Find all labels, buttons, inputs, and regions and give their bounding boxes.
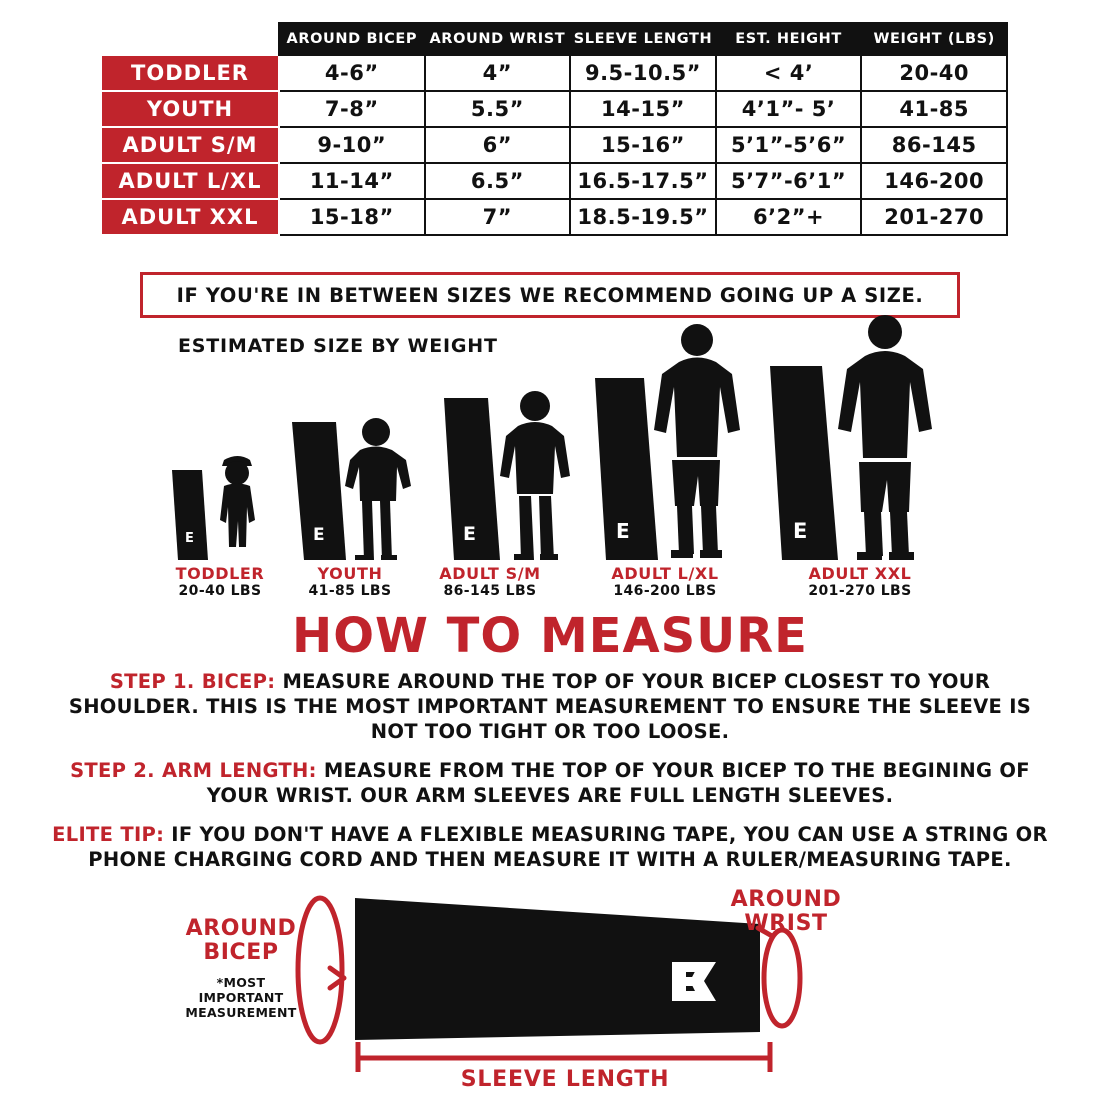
cell-adult-lxl-bicep: 11-14” bbox=[279, 163, 425, 199]
silhouette-label-youth bbox=[275, 565, 425, 599]
step-arm-length bbox=[45, 759, 1055, 809]
cell-youth-wrist: 5.5” bbox=[425, 91, 571, 127]
silhouette-label-adult-sm bbox=[405, 565, 575, 599]
column-header-sleeve-length: SLEEVE LENGTH bbox=[570, 23, 716, 55]
step-elite-tip bbox=[45, 823, 1055, 873]
cell-adult-lxl-sleeve: 16.5-17.5” bbox=[570, 163, 716, 199]
silhouette-label-toddler bbox=[150, 565, 290, 599]
row-header-adult-lxl: ADULT L/XL bbox=[101, 163, 279, 199]
row-header-toddler: TODDLER bbox=[101, 55, 279, 91]
cell-adult-lxl-wrist: 6.5” bbox=[425, 163, 571, 199]
table-corner-cell bbox=[101, 23, 279, 55]
row-header-youth: YOUTH bbox=[101, 91, 279, 127]
wrist-measure-ellipse bbox=[764, 930, 800, 1026]
cell-adult-sm-sleeve: 15-16” bbox=[570, 127, 716, 163]
cell-adult-sm-bicep: 9-10” bbox=[279, 127, 425, 163]
silhouette-weight-toddler: 20-40 LBS bbox=[178, 583, 262, 600]
cell-toddler-wrist: 4” bbox=[425, 55, 571, 91]
svg-text:E: E bbox=[185, 531, 194, 546]
cell-adult-sm-weight: 86-145 bbox=[861, 127, 1007, 163]
estimated-size-by-weight-title: ESTIMATED SIZE BY WEIGHT bbox=[178, 335, 498, 357]
cell-adult-xxl-weight: 201-270 bbox=[861, 199, 1007, 235]
step-arm-length-body: MEASURE FROM THE TOP OF YOUR BICEP TO THE BEGINING OF YOUR WRIST. OUR ARM SLEEVES ARE FULL LENGTH SLEEVES. bbox=[206, 758, 1030, 807]
step-bicep-body: MEASURE AROUND THE TOP OF YOUR BICEP CLOSEST TO YOUR SHOULDER. THIS IS THE MOST IMPORTANT MEASUREMENT TO ENSURE THE SLEEVE IS NOT TOO TIGHT OR TOO LOOSE. bbox=[68, 670, 1032, 743]
column-header-est-height: EST. HEIGHT bbox=[716, 23, 862, 55]
cell-youth-weight: 41-85 bbox=[861, 91, 1007, 127]
step-arm-length-heading: STEP 2. ARM LENGTH: bbox=[70, 758, 317, 782]
cell-youth-bicep: 7-8” bbox=[279, 91, 425, 127]
around-bicep-label: AROUND BICEP bbox=[185, 916, 297, 966]
svg-text:E: E bbox=[313, 525, 325, 545]
silhouette-name-adult-xxl: ADULT XXL bbox=[808, 564, 912, 583]
table-row bbox=[101, 163, 1007, 199]
around-wrist-label: AROUND WRIST bbox=[730, 887, 842, 937]
cell-toddler-bicep: 4-6” bbox=[279, 55, 425, 91]
svg-text:E: E bbox=[616, 519, 630, 543]
column-header-around-bicep: AROUND BICEP bbox=[279, 23, 425, 55]
size-chart-table bbox=[100, 22, 1008, 236]
silhouette-name-adult-sm: ADULT S/M bbox=[439, 564, 541, 583]
row-header-adult-xxl: ADULT XXL bbox=[101, 199, 279, 235]
table-row bbox=[101, 199, 1007, 235]
row-header-adult-sm: ADULT S/M bbox=[101, 127, 279, 163]
cell-toddler-height: < 4’ bbox=[716, 55, 862, 91]
silhouette-graphic bbox=[150, 310, 960, 600]
table-row bbox=[101, 91, 1007, 127]
how-to-measure-title: HOW TO MEASURE bbox=[292, 608, 808, 664]
cell-adult-lxl-weight: 146-200 bbox=[861, 163, 1007, 199]
cell-adult-xxl-bicep: 15-18” bbox=[279, 199, 425, 235]
cell-adult-xxl-height: 6’2”+ bbox=[716, 199, 862, 235]
silhouette-figures bbox=[150, 310, 960, 600]
svg-text:E: E bbox=[463, 523, 476, 545]
column-header-weight: WEIGHT (LBS) bbox=[861, 23, 1007, 55]
cell-toddler-sleeve: 9.5-10.5” bbox=[570, 55, 716, 91]
cell-adult-lxl-height: 5’7”-6’1” bbox=[716, 163, 862, 199]
step-bicep-heading: STEP 1. BICEP: bbox=[109, 670, 276, 693]
most-important-measurement-note: *MOST IMPORTANT MEASUREMENT bbox=[185, 975, 297, 1020]
sleeve-measurement-diagram bbox=[0, 880, 1100, 1100]
table-row bbox=[101, 127, 1007, 163]
between-sizes-callout: IF YOU'RE IN BETWEEN SIZES WE RECOMMEND GOING UP A SIZE. bbox=[140, 272, 960, 318]
silhouette-label-adult-lxl bbox=[575, 565, 755, 599]
cell-adult-sm-height: 5’1”-5’6” bbox=[716, 127, 862, 163]
cell-youth-sleeve: 14-15” bbox=[570, 91, 716, 127]
silhouette-name-youth: YOUTH bbox=[317, 564, 383, 583]
silhouette-name-adult-lxl: ADULT L/XL bbox=[611, 564, 719, 583]
cell-adult-xxl-sleeve: 18.5-19.5” bbox=[570, 199, 716, 235]
silhouette-label-adult-xxl bbox=[770, 565, 950, 599]
silhouette-weight-adult-sm: 86-145 LBS bbox=[443, 583, 537, 600]
silhouette-name-toddler: TODDLER bbox=[175, 564, 265, 583]
table-row bbox=[101, 55, 1007, 91]
silhouette-weight-adult-xxl: 201-270 LBS bbox=[808, 583, 912, 600]
cell-adult-sm-wrist: 6” bbox=[425, 127, 571, 163]
svg-text:E: E bbox=[793, 519, 808, 543]
cell-youth-height: 4’1”- 5’ bbox=[716, 91, 862, 127]
cell-toddler-weight: 20-40 bbox=[861, 55, 1007, 91]
column-header-around-wrist: AROUND WRIST bbox=[425, 23, 571, 55]
step-elite-tip-body: IF YOU DON'T HAVE A FLEXIBLE MEASURING TAPE, YOU CAN USE A STRING OR PHONE CHARGING CORD AND THEN MEASURE IT WITH A RULER/MEASURING TAPE. bbox=[88, 822, 1048, 871]
step-bicep bbox=[45, 670, 1055, 745]
table-header-row bbox=[101, 23, 1007, 55]
step-elite-tip-heading: ELITE TIP: bbox=[52, 822, 165, 846]
sleeve-length-label: SLEEVE LENGTH bbox=[460, 1067, 670, 1092]
silhouette-labels bbox=[140, 565, 970, 610]
how-to-measure-steps bbox=[45, 670, 1055, 887]
cell-adult-xxl-wrist: 7” bbox=[425, 199, 571, 235]
silhouette-weight-youth: 41-85 LBS bbox=[308, 583, 392, 600]
silhouette-weight-adult-lxl: 146-200 LBS bbox=[613, 583, 717, 600]
